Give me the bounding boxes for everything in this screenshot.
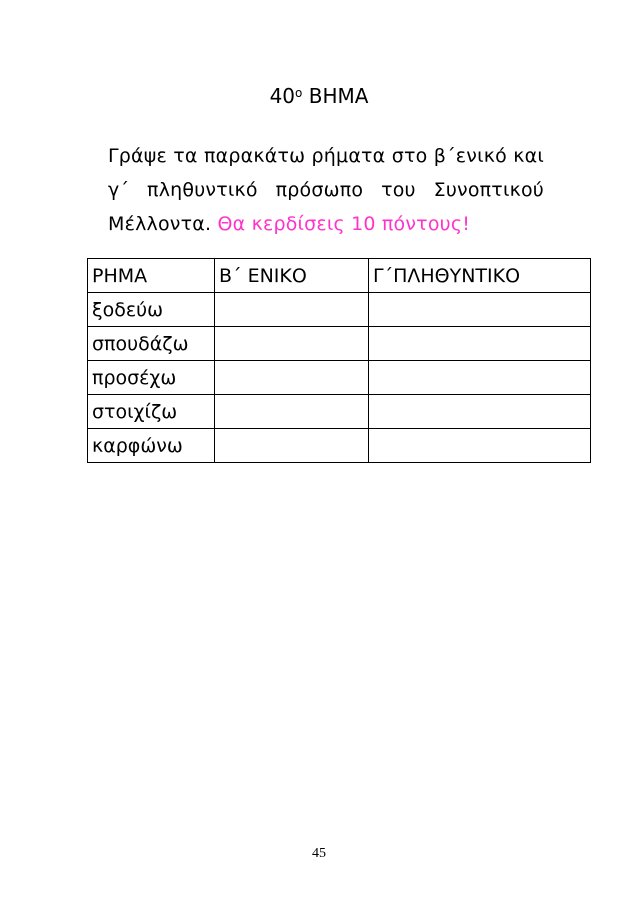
second-singular-answer-cell[interactable] bbox=[215, 429, 369, 463]
step-heading bbox=[0, 84, 638, 108]
second-singular-answer-cell[interactable] bbox=[215, 361, 369, 395]
verb-cell: προσέχω bbox=[88, 361, 215, 395]
table-row bbox=[88, 327, 591, 361]
table-row bbox=[88, 361, 591, 395]
third-plural-answer-cell[interactable] bbox=[369, 429, 591, 463]
second-singular-answer-cell[interactable] bbox=[215, 327, 369, 361]
header-second-singular: Β΄ ΕΝΙΚΟ bbox=[215, 259, 369, 293]
verb-cell: στοιχίζω bbox=[88, 395, 215, 429]
table-row bbox=[88, 395, 591, 429]
step-word: ΒΗΜΑ bbox=[308, 84, 369, 108]
third-plural-answer-cell[interactable] bbox=[369, 395, 591, 429]
verb-cell: ξοδεύω bbox=[88, 293, 215, 327]
step-number: 40 bbox=[269, 84, 296, 108]
step-number-superscript: ο bbox=[295, 86, 303, 100]
second-singular-answer-cell[interactable] bbox=[215, 395, 369, 429]
verb-cell: σπουδάζω bbox=[88, 327, 215, 361]
table-header-row bbox=[88, 259, 591, 293]
instructions-text: Γράψε τα παρακάτω ρήματα στο β΄ενικό και γ΄ πληθυντικό πρόσωπο του Συνοπτικού Μέλλοντα. bbox=[108, 145, 544, 235]
header-verb: ΡΗΜΑ bbox=[88, 259, 215, 293]
table-row bbox=[88, 293, 591, 327]
table-row bbox=[88, 429, 591, 463]
verb-table bbox=[87, 258, 591, 463]
page-number: 45 bbox=[312, 846, 326, 861]
second-singular-answer-cell[interactable] bbox=[215, 293, 369, 327]
verb-cell: καρφώνω bbox=[88, 429, 215, 463]
third-plural-answer-cell[interactable] bbox=[369, 361, 591, 395]
instructions-paragraph bbox=[108, 139, 544, 241]
points-reward-text: Θα κερδίσεις 10 πόντους! bbox=[217, 213, 471, 235]
third-plural-answer-cell[interactable] bbox=[369, 293, 591, 327]
third-plural-answer-cell[interactable] bbox=[369, 327, 591, 361]
header-third-plural: Γ΄ΠΛΗΘΥΝΤΙΚΟ bbox=[369, 259, 591, 293]
